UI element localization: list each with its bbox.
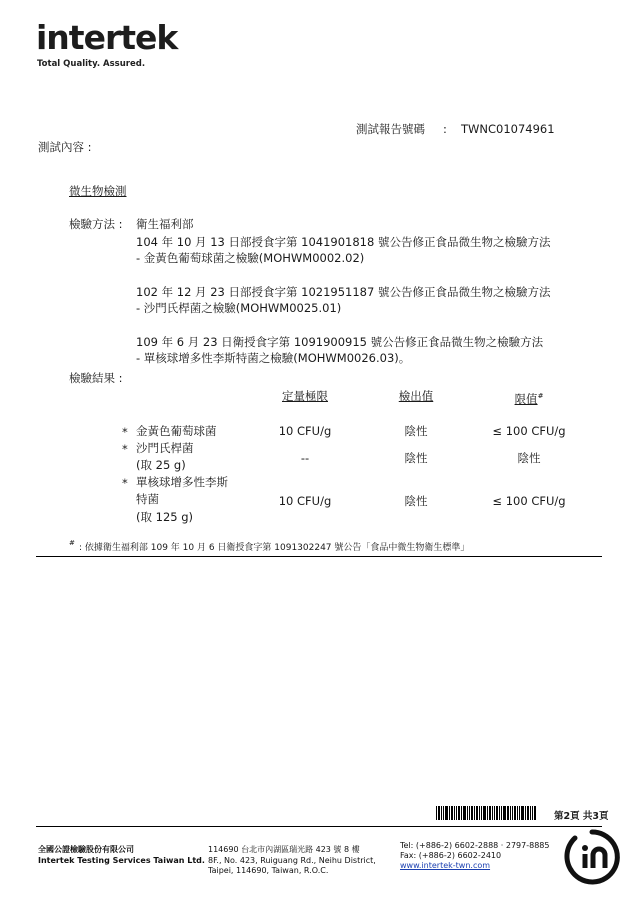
barcode-bar <box>467 806 468 820</box>
organism-name: 單核球增多性李斯 <box>136 475 228 489</box>
organism-name: 沙門氏桿菌 <box>136 441 194 455</box>
results-label: 檢驗結果 : <box>69 371 123 385</box>
method-item-line: - 單核球增多性李斯特菌之檢驗(MOHWM0026.03)。 <box>136 351 411 365</box>
method-item-line: - 金黃色葡萄球菌之檢驗(MOHWM0002.02) <box>136 251 365 265</box>
barcode-bar <box>458 806 460 820</box>
intertek-circle-logo-icon <box>563 828 621 886</box>
barcode-bar <box>521 806 524 820</box>
barcode-bar <box>492 806 493 820</box>
barcode-bar <box>494 806 495 820</box>
barcode-bar <box>532 806 533 820</box>
row-loq: 10 CFU/g <box>278 494 332 508</box>
row-star: * <box>122 442 128 456</box>
row-loq: 10 CFU/g <box>278 424 332 438</box>
report-number-label: 測試報告號碼 <box>356 122 425 136</box>
barcode-bar <box>519 806 520 820</box>
barcode-bar <box>503 806 506 820</box>
method-item-line: 104 年 10 月 13 日部授食字第 1041901818 號公告修正食品微生物之檢驗方法 <box>136 235 551 249</box>
barcode-bar <box>510 806 511 820</box>
barcode-bar <box>449 806 450 820</box>
intertek-logo: intertek <box>36 18 178 57</box>
header-limit-mark: # <box>537 392 544 400</box>
barcode-bar <box>441 806 442 820</box>
company-name-en: Intertek Testing Services Taiwan Ltd. <box>38 856 205 865</box>
barcode-bar <box>517 806 518 820</box>
page-number: 第2頁 共3頁 <box>554 811 609 822</box>
barcode-bar <box>499 806 500 820</box>
barcode-bar <box>507 806 509 820</box>
barcode-bar <box>461 806 462 820</box>
organism-name-sample: (取 25 g) <box>136 458 186 472</box>
barcode-bar <box>483 806 486 820</box>
address-en-line1: 8F., No. 423, Ruiguang Rd., Neihu District, <box>208 856 376 865</box>
organism-name: 特菌 <box>136 492 159 506</box>
method-label: 檢驗方法 : <box>69 217 123 231</box>
test-content-label: 測試內容 : <box>38 140 92 154</box>
barcode-bar <box>476 806 478 820</box>
barcode-bar <box>489 806 491 820</box>
report-number-colon: : <box>443 122 447 136</box>
method-authority: 衛生福利部 <box>136 217 194 231</box>
logo-tagline: Total Quality. Assured. <box>37 59 146 69</box>
row-limit: ≤ 100 CFU/g <box>492 494 566 508</box>
row-star: * <box>122 476 128 490</box>
organism-name-sample: (取 125 g) <box>136 510 194 524</box>
method-item-line: - 沙門氏桿菌之檢驗(MOHWM0025.01) <box>136 301 342 315</box>
barcode-bar <box>445 806 448 820</box>
barcode-bar <box>451 806 453 820</box>
row-limit: 陰性 <box>517 451 541 465</box>
barcode-bar <box>438 806 440 820</box>
barcode-bar <box>527 806 529 820</box>
header-limit <box>484 389 574 406</box>
barcode-bar <box>481 806 482 820</box>
row-star: * <box>122 425 128 439</box>
barcode-bar <box>436 806 437 820</box>
address-zh: 114690 台北市內湖區瑞光路 423 號 8 樓 <box>208 845 360 854</box>
barcode-bar <box>487 806 488 820</box>
barcode-bar <box>534 806 536 820</box>
footnote-mark: # <box>69 539 75 547</box>
website-link[interactable]: www.intertek-twn.com <box>400 861 491 870</box>
barcode-bar <box>471 806 473 820</box>
barcode-bar <box>443 806 444 820</box>
row-limit: ≤ 100 CFU/g <box>492 424 566 438</box>
tel: Tel: (+886-2) 6602-2888 · 2797-8885 <box>400 841 550 850</box>
barcode-bar <box>530 806 531 820</box>
barcode-bar <box>474 806 475 820</box>
row-detected: 陰性 <box>404 451 428 465</box>
row-loq: -- <box>300 451 310 465</box>
barcode <box>436 806 548 820</box>
barcode-bar <box>454 806 455 820</box>
method-item-line: 109 年 6 月 23 日衛授食字第 1091900915 號公告修正食品微生物之檢驗方法 <box>136 335 544 349</box>
fax: Fax: (+886-2) 6602-2410 <box>400 851 502 860</box>
barcode-bar <box>514 806 516 820</box>
report-number: TWNC01074961 <box>461 122 555 136</box>
barcode-bar <box>469 806 470 820</box>
barcode-bar <box>456 806 457 820</box>
barcode-bar <box>525 806 526 820</box>
footnote-text: : 依據衛生福利部 109 年 10 月 6 日衛授食字第 1091302247 號公告「食品中微生物衛生標準」 <box>79 543 470 553</box>
barcode-bar <box>496 806 498 820</box>
address-en-line2: Taipei, 114690, Taiwan, R.O.C. <box>208 866 329 875</box>
barcode-bar <box>512 806 513 820</box>
organism-name: 金黃色葡萄球菌 <box>136 424 217 438</box>
barcode-bar <box>463 806 466 820</box>
header-loq: 定量極限 <box>282 389 328 403</box>
row-detected: 陰性 <box>404 424 428 438</box>
company-name-zh: 全國公證檢驗股份有限公司 <box>38 845 134 854</box>
divider <box>36 556 602 557</box>
section-title: 微生物檢測 <box>69 184 127 198</box>
barcode-bar <box>479 806 480 820</box>
row-detected: 陰性 <box>404 494 428 508</box>
header-detected: 檢出值 <box>398 389 434 403</box>
method-item-line: 102 年 12 月 23 日部授食字第 1021951187 號公告修正食品微生物之檢驗方法 <box>136 285 551 299</box>
footer-divider <box>36 826 602 827</box>
barcode-bar <box>501 806 502 820</box>
header-limit-text: 限值 <box>514 391 538 406</box>
